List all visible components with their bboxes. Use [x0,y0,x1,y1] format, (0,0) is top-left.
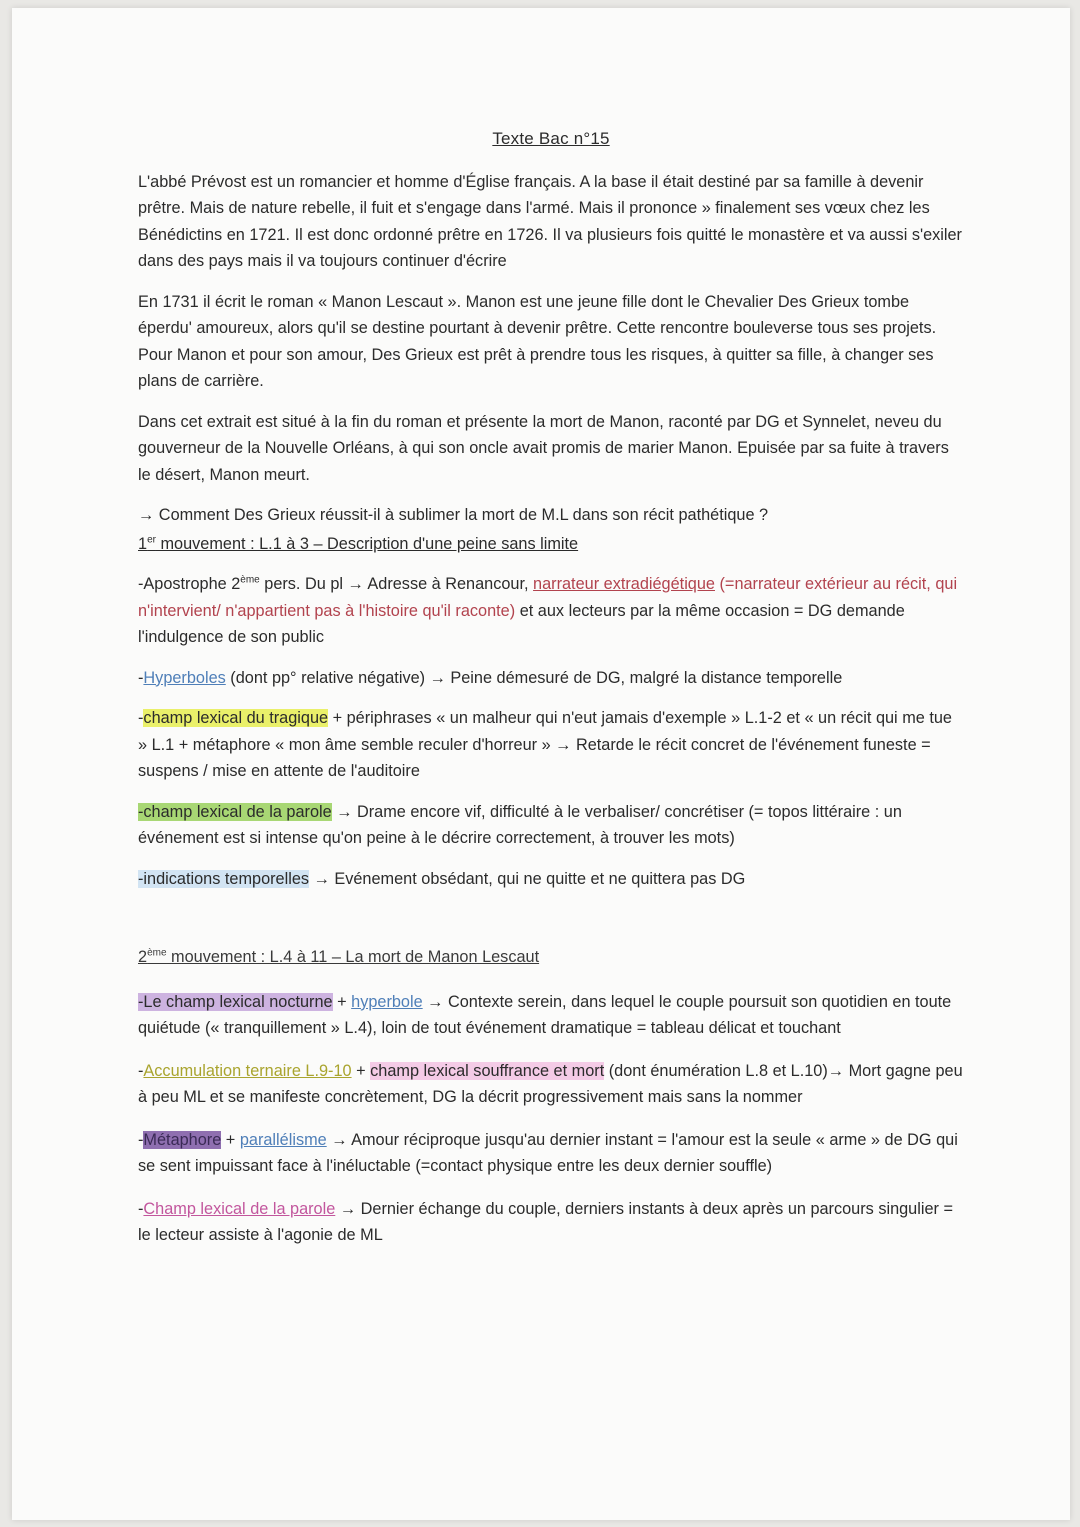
item-text: (dont énumération L.8 et L.10)→ Mort gagne peu à peu ML et se manifeste concrètement, DG la décrit progressivement mais sans la nommer [138,1061,963,1106]
movement-2-item-nocturne [138,989,964,1042]
item-text: - [138,709,144,727]
item-text: (dont pp° relative négative) → Peine démesuré de DG, malgré la distance temporelle [225,668,843,687]
movement-1-item-parole [138,799,964,852]
term-narrateur: narrateur extradiégétique [533,575,715,593]
item-text: + [221,1130,240,1149]
movement-1-item-hyperboles [138,665,964,692]
movement-2-number: 2 [138,948,148,966]
term-champ-parole-2: Champ lexical de la parole [143,1199,336,1218]
problematic-question: → Comment Des Grieux réussit-il à sublimer la mort de M.L dans son récit pathétique ? [138,506,769,524]
term-parallelisme: parallélisme [239,1130,327,1149]
paper-sheet [12,8,1070,1520]
item-text: → Drame encore vif, difficulté à le verbaliser/ concrétiser (= topos littéraire : un événement est si intense qu'on peine à le décrire correctement, à trouver les mots) [138,802,902,847]
term-indications-temporelles: -indications temporelles [138,869,310,888]
page-title: Texte Bac n°15 [492,129,610,148]
movement-1-item-tragique [138,705,964,785]
definition-text: (=narrateur extérieur au récit, qui n'intervient/ n'appartient pas à l'histoire qu'il raconte) [138,575,958,620]
movement-2-sup: ème [147,947,167,959]
item-sup: ème [240,574,260,586]
term-hyperboles: Hyperboles [143,668,226,687]
item-text: - [138,1130,144,1149]
item-text: → Contexte serein, dans lequel le couple poursuit son quotidien en toute quiétude (« tranquillement » L.4), loin de tout événement dramatique = tableau délicat et touchant [138,992,952,1037]
movement-1-item-temporelles [138,866,964,893]
term-champ-souffrance: champ lexical souffrance et mort [370,1061,605,1080]
term-accumulation: Accumulation ternaire L.9-10 [143,1061,352,1080]
intro-paragraph-3: Dans cet extrait est situé à la fin du roman et présente la mort de Manon, raconté par DG et Synnelet, neveu du gouverneur de la Nouvelle Orléans, à qui son oncle avait promis de marier Manon. Epuisée par sa fuite à travers le désert, Manon meurt. [138,412,949,484]
movement-2-item-accumulation [138,1058,964,1111]
movement-2-item-parole [138,1196,964,1249]
item-text: -Apostrophe 2 [138,575,241,593]
movement-2-title: mouvement : L.4 à 11 – La mort de Manon Lescaut [166,948,540,966]
term-champ-parole: -champ lexical de la parole [138,802,332,821]
term-hyperbole: hyperbole [351,992,423,1011]
intro-paragraph-2: En 1731 il écrit le roman « Manon Lescaut ». Manon est une jeune fille dont le Chevalier Des Grieux tombe éperdu' amoureux, alors qu'il se destine pourtant à devenir prêtre. Cette rencontre bouleverse tous ses projets. Pour Manon et pour son amour, Des Grieux est prêt à prendre tous les risques, à quitter sa fille, à changer ses plans de carrière. [138,292,937,390]
item-text: + [351,1061,371,1080]
term-metaphore: Métaphore [143,1130,222,1149]
item-text: → Dernier échange du couple, derniers instants à deux après un parcours singulier = le lecteur assiste à l'agonie de ML [138,1199,953,1244]
document-body [138,126,964,1265]
item-text: → Amour réciproque jusqu'au dernier instant = l'amour est la seule « arme » de DG qui se sent impuissant face à l'inéluctable (=contact physique entre les deux dernier souffle) [138,1130,958,1175]
item-text: - [138,668,144,687]
movement-1-title: mouvement : L.1 à 3 – Description d'une peine sans limite [155,534,579,553]
item-text: et aux lecteurs par la même occasion = DG demande l'indulgence de son public [138,601,905,646]
item-text: → Evénement obsédant, qui ne quitte et ne quittera pas DG [309,869,746,888]
item-text: pers. Du pl → Adresse à Renancour, [259,575,534,593]
movement-1-sup: er [147,534,156,546]
movement-2-heading [138,944,964,971]
movement-1-heading [138,531,964,558]
item-text: - [138,1199,144,1218]
term-champ-tragique: champ lexical du tragique [143,709,329,727]
item-text: - [138,1061,144,1080]
term-champ-nocturne: -Le champ lexical nocturne [138,992,333,1011]
item-text: + périphrases « un malheur qui n'eut jamais d'exemple » L.1-2 et « un récit qui me tue » L.1 + métaphore « mon âme semble reculer d'horreur » → Retarde le récit concret de l'événement funeste = suspens / mise en attente de l'auditoire [138,709,952,780]
intro-paragraph-1: L'abbé Prévost est un romancier et homme d'Église français. A la base il était destiné par sa famille à devenir prêtre. Mais de nature rebelle, il fuit et s'engage dans l'armé. Mais il prononce » finalement ses vœux chez les Bénédictins en 1721. Il est donc ordonné prêtre en 1726. Il va plusieurs fois quitté le monastère et va aussi s'exiler dans des pays mais il va toujours continuer d'écrire [138,172,962,270]
movement-2-item-metaphore [138,1127,964,1180]
movement-1-number: 1 [138,534,148,553]
item-text: + [332,992,352,1011]
movement-1-item-apostrophe [138,571,964,651]
